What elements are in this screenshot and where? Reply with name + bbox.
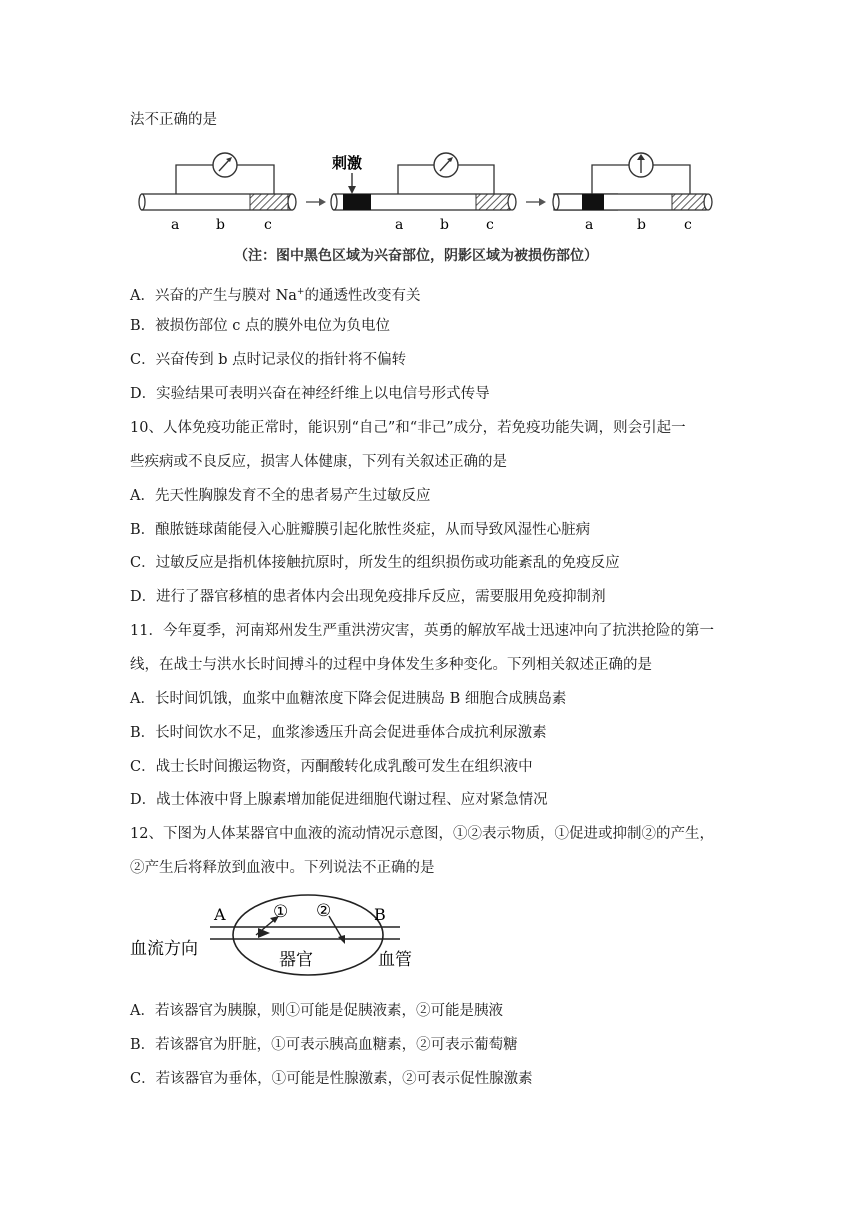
q11-option-b: B．长时间饮水不足，血浆渗透压升高会促进垂体合成抗利尿激素 [130, 725, 547, 741]
q12-option-c: C．若该器官为垂体，①可能是性腺激素，②可表示促性腺激素 [130, 1071, 533, 1087]
point-a-label: A [214, 905, 226, 924]
q10-stem-line2: 些疾病或不良反应，损害人体健康，下列有关叙述正确的是 [130, 454, 507, 470]
nerve-fiber-figure-panel-3 [552, 140, 722, 240]
q9-stem-tail: 法不正确的是 [130, 112, 217, 128]
q11-option-a: A．长时间饥饿，血浆中血糖浓度下降会促进胰岛 B 细胞合成胰岛素 [130, 691, 567, 707]
panel-2 [331, 153, 516, 233]
q10-option-a: A．先天性胸腺发育不全的患者易产生过敏反应 [130, 488, 431, 504]
q9-option-c: C．兴奋传到 b 点时记录仪的指针将不偏转 [130, 352, 407, 368]
q9-option-a-sup: + [296, 287, 305, 297]
q9-option-a-tail: 的通透性改变有关 [304, 288, 421, 304]
q10-option-b: B．酿脓链球菌能侵入心脏瓣膜引起化脓性炎症，从而导致风湿性心脏病 [130, 522, 591, 538]
fig2-label-c: c [486, 217, 494, 233]
substance-2-label: ② [316, 901, 332, 921]
fig1-label-c: c [264, 217, 272, 233]
fig2-label-a: a [395, 217, 404, 233]
q10-option-d: D．进行了器官移植的患者体内会出现免疫排斥反应，需要服用免疫抑制剂 [130, 589, 606, 605]
q9-option-a [130, 282, 420, 306]
fig1-label-b: b [216, 217, 225, 233]
q11-stem-line1: 11．今年夏季，河南郑州发生严重洪涝灾害，英勇的解放军战士迅速冲向了抗洪抢险的第一 [130, 623, 714, 639]
q11-option-c: C．战士长时间搬运物资，丙酮酸转化成乳酸可发生在组织液中 [130, 759, 533, 775]
fig1-label-a: a [171, 217, 180, 233]
q11-option-d: D．战士体液中肾上腺素增加能促进细胞代谢过程、应对紧急情况 [130, 792, 548, 808]
q12-stem-line2: ②产生后将释放到血液中。下列说法不正确的是 [130, 860, 435, 876]
q9-option-d: D．实验结果可表明兴奋在神经纤维上以电信号形式传导 [130, 386, 490, 402]
panel-1 [139, 153, 296, 233]
q11-stem-line2: 线，在战士与洪水长时间搏斗的过程中身体发生多种变化。下列相关叙述正确的是 [130, 657, 652, 673]
point-b-label: B [374, 905, 386, 924]
substance-1-label: ① [273, 902, 289, 922]
vessel-label: 血管 [378, 950, 412, 970]
q10-stem-line1: 10、人体免疫功能正常时，能识别“自己”和“非己”成分，若免疫功能失调，则会引起一 [130, 420, 686, 436]
q9-option-b: B．被损伤部位 c 点的膜外电位为负电位 [130, 318, 390, 334]
q12-option-a: A．若该器官为胰腺，则①可能是促胰液素，②可能是胰液 [130, 1003, 503, 1019]
fig2-label-b: b [440, 217, 449, 233]
q12-option-b: B．若该器官为肝脏，①可表示胰高血糖素，②可表示葡萄糖 [130, 1037, 518, 1053]
fig3-label-b: b [637, 217, 646, 233]
organ-bloodflow-figure [128, 892, 428, 982]
fig3-label-a: a [585, 217, 594, 233]
figure-note: （注：图中黑色区域为兴奋部位，阴影区域为被损伤部位） [234, 248, 598, 264]
q9-option-a-text: A．兴奋的产生与膜对 Na [130, 288, 297, 304]
q10-option-c: C．过敏反应是指机体接触抗原时，所发生的组织损伤或功能紊乱的免疫反应 [130, 555, 620, 571]
flow-direction-label: 血流方向 [130, 939, 198, 959]
organ-label: 器官 [279, 950, 313, 970]
stimulus-label: 刺激 [332, 154, 363, 172]
q12-stem-line1: 12、下图为人体某器官中血液的流动情况示意图，①②表示物质，①促进或抑制②的产生， [130, 826, 714, 842]
fig3-label-c: c [684, 217, 692, 233]
